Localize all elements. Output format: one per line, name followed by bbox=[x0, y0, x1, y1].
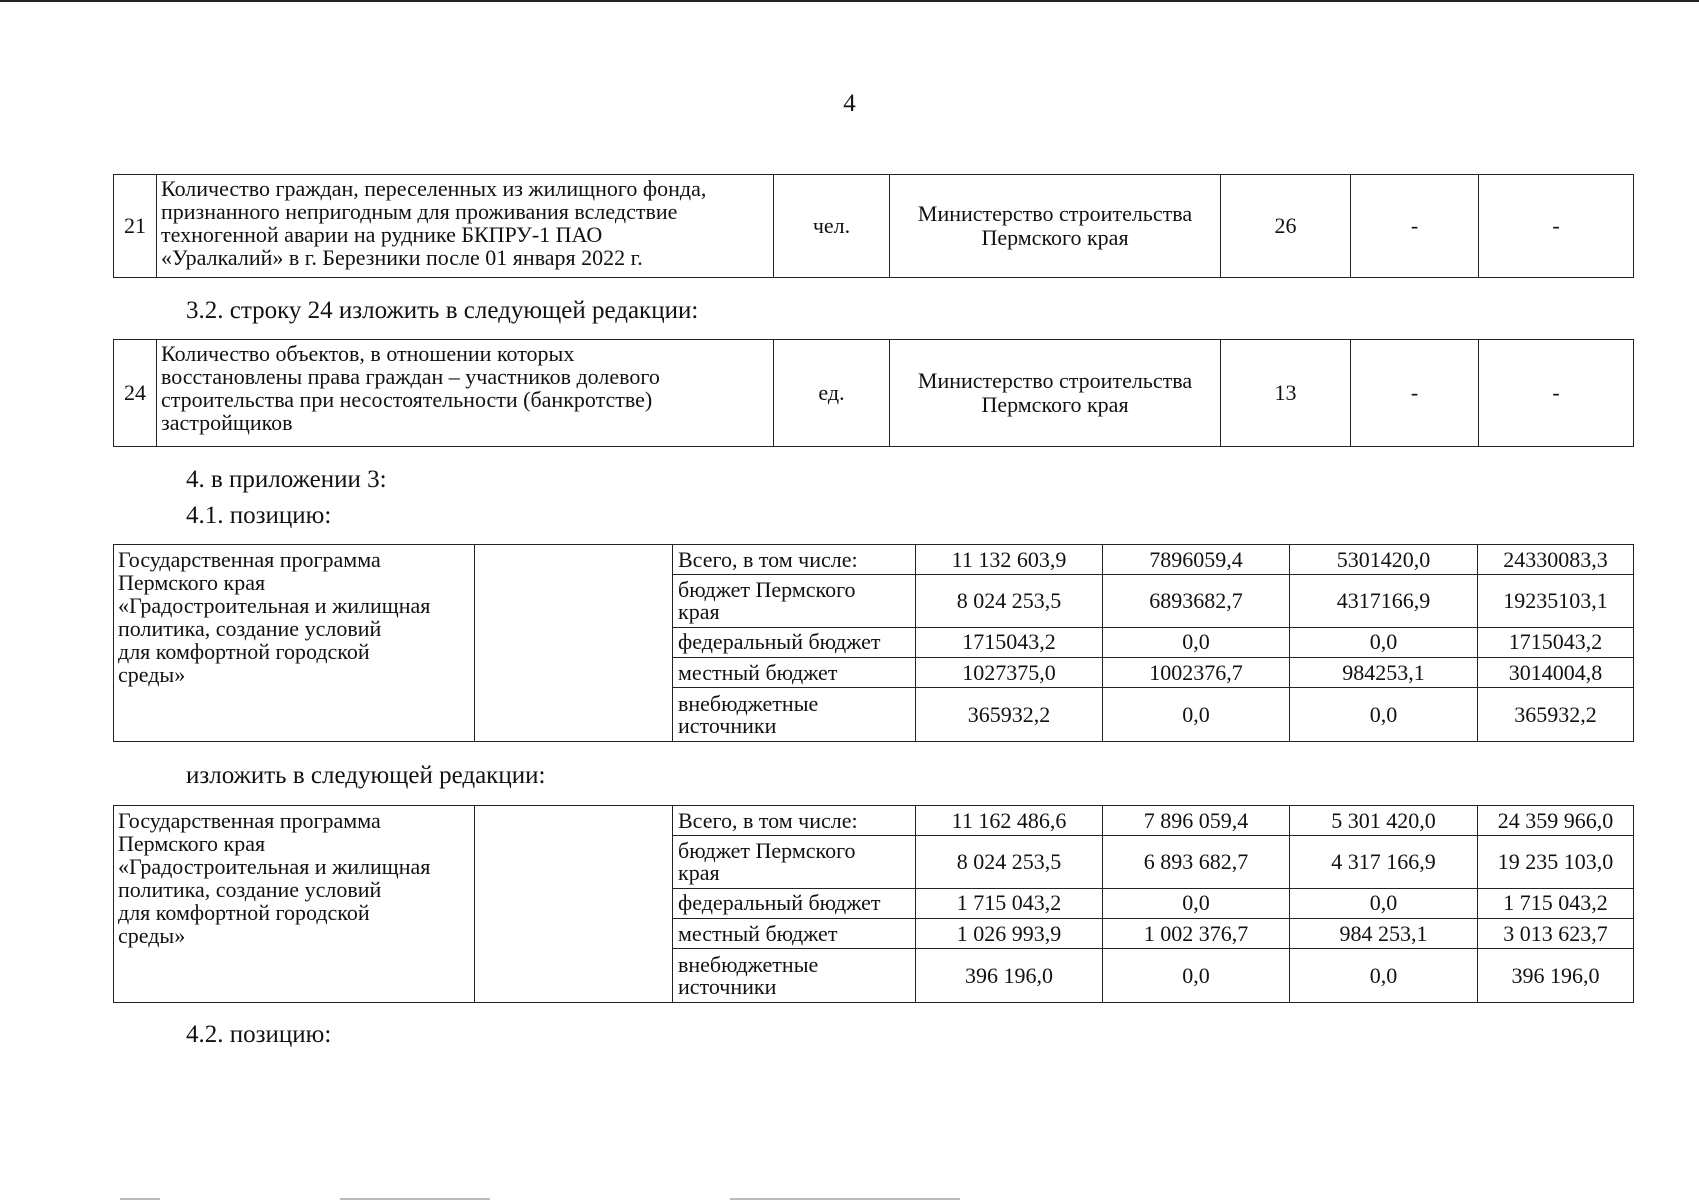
value-cell: 984 253,1 bbox=[1290, 919, 1478, 949]
program-line: среды» bbox=[118, 923, 186, 948]
program-line: «Градостроительная и жилищная bbox=[118, 854, 431, 879]
value-cell: 1715043,2 bbox=[916, 627, 1103, 657]
source-line: внебюджетные bbox=[678, 690, 819, 716]
value-cell: 4 317 166,9 bbox=[1290, 836, 1478, 889]
table-row bbox=[114, 806, 1634, 836]
value-cell: 396 196,0 bbox=[916, 949, 1103, 1003]
indicator-table-row-24 bbox=[113, 339, 1634, 447]
indicator-description bbox=[157, 340, 774, 447]
program-name-cell bbox=[114, 545, 475, 742]
description-line: техногенной аварии на руднике БКПРУ-1 ПАО bbox=[161, 222, 603, 247]
program-line: политика, создание условий bbox=[118, 877, 382, 902]
value-cell: 5301420,0 bbox=[1290, 545, 1478, 575]
value-cell: 8 024 253,5 bbox=[916, 836, 1103, 889]
source-line: внебюджетные bbox=[678, 951, 819, 977]
value-cell: 4317166,9 bbox=[1290, 575, 1478, 628]
value-cell: 6893682,7 bbox=[1103, 575, 1290, 628]
table-row bbox=[114, 545, 1634, 575]
value-cell: 19 235 103,0 bbox=[1478, 836, 1634, 889]
value-cell: 0,0 bbox=[1103, 888, 1290, 918]
program-line: Пермского края bbox=[118, 831, 266, 856]
value-cell: 0,0 bbox=[1290, 627, 1478, 657]
value-cell: 7896059,4 bbox=[1103, 545, 1290, 575]
unit-cell: чел. bbox=[774, 175, 890, 278]
dash-cell: - bbox=[1351, 340, 1479, 447]
program-line: для комфортной городской bbox=[118, 900, 370, 925]
ministry-cell bbox=[890, 340, 1221, 447]
value-cell: 0,0 bbox=[1290, 949, 1478, 1003]
heading-3-2: 3.2. строку 24 изложить в следующей редакции: bbox=[186, 297, 699, 324]
program-line: политика, создание условий bbox=[118, 616, 382, 641]
source-line: края bbox=[678, 860, 720, 885]
program-line: для комфортной городской bbox=[118, 639, 370, 664]
value-cell: 26 bbox=[1221, 175, 1351, 278]
dash-cell: - bbox=[1351, 175, 1479, 278]
funding-source-cell bbox=[673, 836, 916, 889]
table-row bbox=[114, 340, 1634, 447]
empty-cell bbox=[475, 545, 673, 742]
heading-4-2: 4.2. позицию: bbox=[186, 1021, 332, 1048]
old-position-table bbox=[113, 544, 1634, 742]
description-line: Количество объектов, в отношении которых bbox=[161, 341, 575, 366]
value-cell: 1 715 043,2 bbox=[1478, 888, 1634, 918]
funding-source-cell: Всего, в том числе: bbox=[673, 806, 916, 836]
value-cell: 6 893 682,7 bbox=[1103, 836, 1290, 889]
value-cell: 365932,2 bbox=[1478, 688, 1634, 742]
value-cell: 13 bbox=[1221, 340, 1351, 447]
value-cell: 11 132 603,9 bbox=[916, 545, 1103, 575]
description-line: Количество граждан, переселенных из жилищного фонда, bbox=[161, 176, 707, 201]
ministry-cell bbox=[890, 175, 1221, 278]
row-number: 21 bbox=[114, 175, 157, 278]
heading-new-edition: изложить в следующей редакции: bbox=[186, 762, 546, 789]
source-line: бюджет Пермского bbox=[678, 577, 856, 602]
ministry-line: Министерство строительства bbox=[917, 368, 1193, 393]
source-line: бюджет Пермского bbox=[678, 838, 856, 863]
value-cell: 24 359 966,0 bbox=[1478, 806, 1634, 836]
program-line: Государственная программа bbox=[118, 808, 381, 833]
funding-source-cell: федеральный бюджет bbox=[673, 888, 916, 918]
heading-4: 4. в приложении 3: bbox=[186, 466, 387, 493]
description-line: восстановлены права граждан – участников долевого bbox=[161, 364, 660, 389]
description-line: строительства при несостоятельности (банкротстве) bbox=[161, 387, 653, 412]
value-cell: 1 002 376,7 bbox=[1103, 919, 1290, 949]
value-cell: 1027375,0 bbox=[916, 658, 1103, 688]
value-cell: 19235103,1 bbox=[1478, 575, 1634, 628]
value-cell: 0,0 bbox=[1103, 627, 1290, 657]
source-line: источники bbox=[678, 973, 777, 999]
dash-cell: - bbox=[1479, 340, 1634, 447]
row-number: 24 bbox=[114, 340, 157, 447]
page-number: 4 bbox=[843, 90, 856, 117]
value-cell: 0,0 bbox=[1290, 888, 1478, 918]
program-line: «Градостроительная и жилищная bbox=[118, 593, 431, 618]
ministry-line: Пермского края bbox=[981, 225, 1129, 250]
value-cell: 11 162 486,6 bbox=[916, 806, 1103, 836]
program-name-cell bbox=[114, 806, 475, 1003]
funding-source-cell bbox=[673, 949, 916, 1003]
indicator-description bbox=[157, 175, 774, 278]
value-cell: 396 196,0 bbox=[1478, 949, 1634, 1003]
dash-cell: - bbox=[1479, 175, 1634, 278]
value-cell: 3014004,8 bbox=[1478, 658, 1634, 688]
value-cell: 1 715 043,2 bbox=[916, 888, 1103, 918]
value-cell: 1715043,2 bbox=[1478, 627, 1634, 657]
value-cell: 1 026 993,9 bbox=[916, 919, 1103, 949]
program-line: Пермского края bbox=[118, 570, 266, 595]
description-line: признанного непригодным для проживания вследствие bbox=[161, 199, 678, 224]
funding-source-cell: Всего, в том числе: bbox=[673, 545, 916, 575]
source-line: края bbox=[678, 599, 720, 624]
value-cell: 24330083,3 bbox=[1478, 545, 1634, 575]
value-cell: 984253,1 bbox=[1290, 658, 1478, 688]
value-cell: 3 013 623,7 bbox=[1478, 919, 1634, 949]
value-cell: 8 024 253,5 bbox=[916, 575, 1103, 628]
funding-source-cell: местный бюджет bbox=[673, 658, 916, 688]
value-cell: 365932,2 bbox=[916, 688, 1103, 742]
table-row bbox=[114, 175, 1634, 278]
ministry-line: Министерство строительства bbox=[917, 201, 1193, 226]
empty-cell bbox=[475, 806, 673, 1003]
ministry-line: Пермского края bbox=[981, 392, 1129, 417]
value-cell: 0,0 bbox=[1103, 688, 1290, 742]
description-line: застройщиков bbox=[161, 410, 293, 435]
heading-4-1: 4.1. позицию: bbox=[186, 502, 332, 529]
scan-top-border bbox=[0, 0, 1699, 2]
value-cell: 7 896 059,4 bbox=[1103, 806, 1290, 836]
funding-source-cell: местный бюджет bbox=[673, 919, 916, 949]
value-cell: 5 301 420,0 bbox=[1290, 806, 1478, 836]
description-line: «Уралкалий» в г. Березники после 01 января 2022 г. bbox=[161, 245, 643, 270]
new-position-table bbox=[113, 805, 1634, 1003]
indicator-table-row-21 bbox=[113, 174, 1634, 278]
funding-source-cell bbox=[673, 575, 916, 628]
funding-source-cell: федеральный бюджет bbox=[673, 627, 916, 657]
source-line: источники bbox=[678, 712, 777, 738]
unit-cell: ед. bbox=[774, 340, 890, 447]
program-line: среды» bbox=[118, 662, 186, 687]
program-line: Государственная программа bbox=[118, 547, 381, 572]
value-cell: 0,0 bbox=[1103, 949, 1290, 1003]
value-cell: 0,0 bbox=[1290, 688, 1478, 742]
funding-source-cell bbox=[673, 688, 916, 742]
value-cell: 1002376,7 bbox=[1103, 658, 1290, 688]
